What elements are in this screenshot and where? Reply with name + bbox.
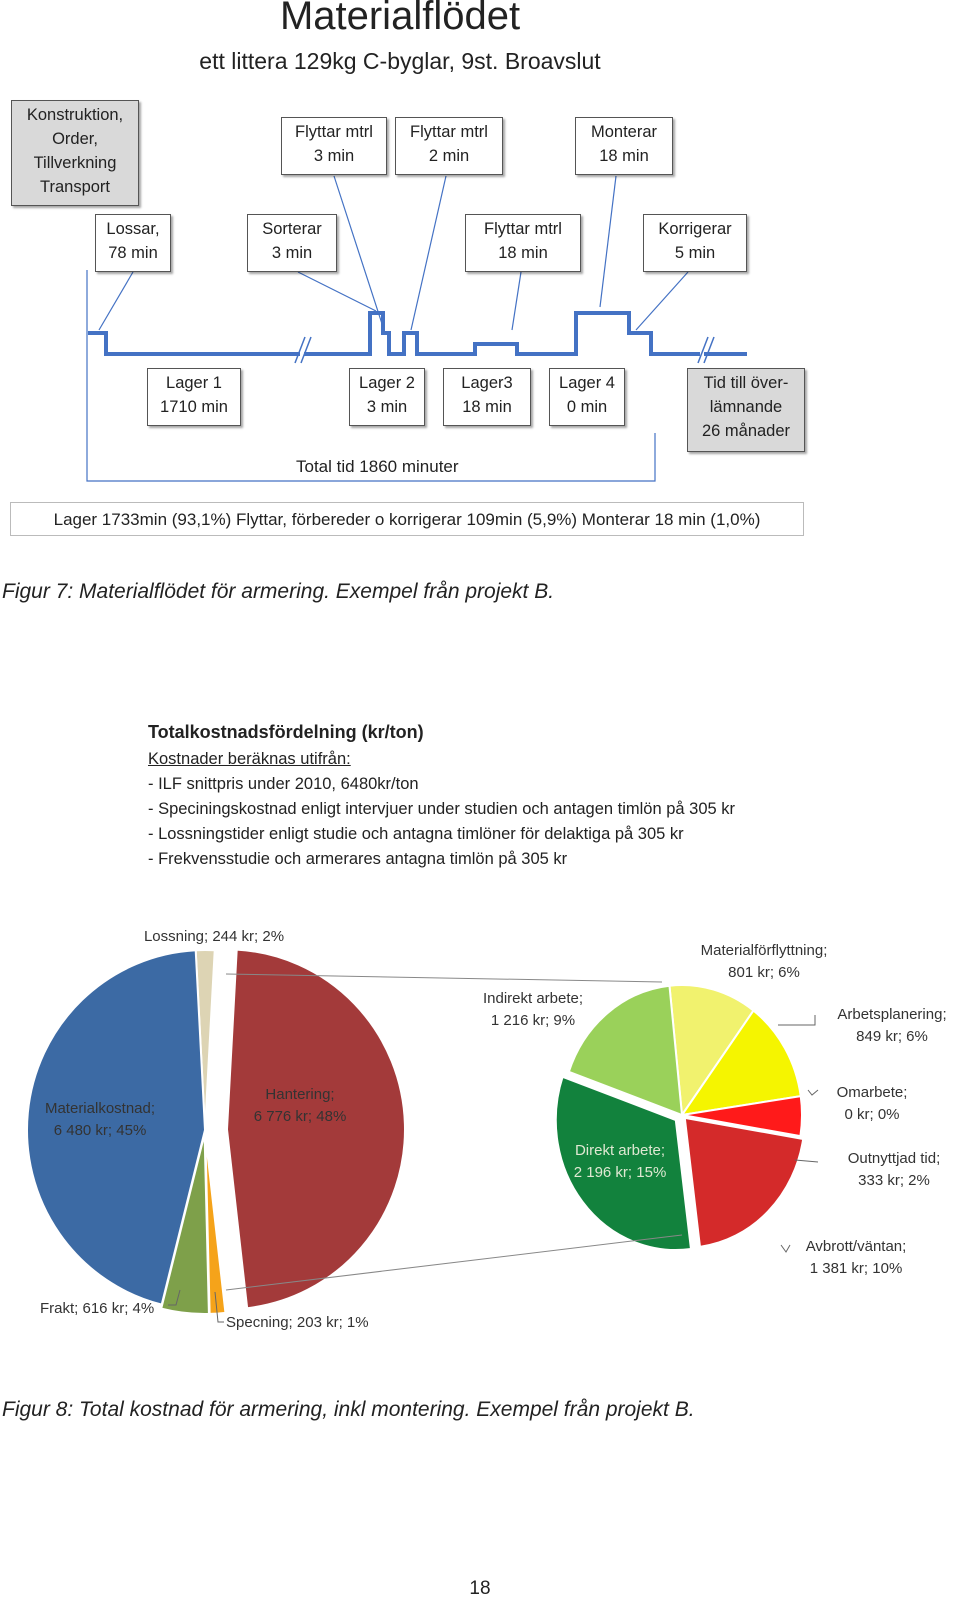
- pie-slice-main-1: [227, 950, 405, 1309]
- pointer-line: [512, 272, 521, 330]
- cost-bullet: - Lossningstider enligt studie och antagna timlöner för delaktiga på 305 kr: [148, 825, 684, 843]
- sorterar-box: Sorterar 3 min: [247, 214, 337, 272]
- cost-bullet: - Frekvensstudie och armerares antagna timlön på 305 kr: [148, 850, 568, 868]
- outnyttjad-tid-label: Outnyttjad tid; 333 kr; 2%: [847, 1150, 941, 1189]
- arbetsplanering-label: Arbetsplanering; 849 kr; 6%: [837, 1006, 947, 1045]
- timeline: [304, 313, 700, 354]
- materialkostnad-label: Materialkostnad; 6 480 kr; 45%: [44, 1100, 156, 1139]
- pointer-line: [636, 272, 688, 330]
- monterar-box: Monterar 18 min: [575, 117, 673, 175]
- pointer-line: [600, 176, 616, 307]
- break-mark: [704, 337, 714, 363]
- leader-line: [808, 1090, 818, 1095]
- avbrott-vantan-label: Avbrott/väntan; 1 381 kr; 10%: [805, 1238, 907, 1277]
- pie-slice-detail-4: [685, 1118, 803, 1247]
- materialforflyttning-label: Materialförflyttning; 801 kr; 6%: [700, 942, 828, 981]
- lager3-box: Lager3 18 min: [443, 368, 531, 426]
- page-number: 18: [469, 1578, 491, 1599]
- figure-7-caption: Figur 7: Materialflödet för armering. Exempel från projekt B.: [2, 580, 555, 603]
- lager4-box: Lager 4 0 min: [549, 368, 625, 426]
- specning-label: Specning; 203 kr; 1%: [226, 1314, 369, 1331]
- leader-line: [781, 1245, 790, 1252]
- leader-line: [778, 1015, 815, 1025]
- break-mark: [698, 337, 708, 363]
- lossar-box: Lossar, 78 min: [95, 214, 171, 272]
- cost-title: Totalkostnadsfördelning (kr/ton): [148, 722, 424, 742]
- tid-till-overlamnande-box: Tid till över- lämnande 26 månader: [687, 368, 805, 452]
- pointer-line: [411, 176, 446, 330]
- break-mark: [295, 337, 305, 363]
- pointer-line: [334, 176, 384, 330]
- lager1-box: Lager 1 1710 min: [147, 368, 241, 426]
- omarbete-label: Omarbete; 0 kr; 0%: [836, 1084, 908, 1123]
- hantering-label: Hantering; 6 776 kr; 48%: [253, 1086, 347, 1125]
- frakt-label: Frakt; 616 kr; 4%: [40, 1300, 155, 1317]
- lossning-label: Lossning; 244 kr; 2%: [143, 928, 285, 945]
- flyttar-mtrl-box-3: Flyttar mtrl 18 min: [465, 214, 581, 272]
- flow-title: Materialflödet: [279, 0, 521, 38]
- time-summary: Lager 1733min (93,1%) Flyttar, förbereder o korrigerar 109min (5,9%) Monterar 18 min (1,0%): [10, 502, 804, 536]
- break-mark: [301, 337, 311, 363]
- flyttar-mtrl-box-1: Flyttar mtrl 3 min: [281, 117, 387, 175]
- direkt-arbete-label: Direkt arbete; 2 196 kr; 15%: [573, 1142, 667, 1181]
- indirekt-arbete-label: Indirekt arbete; 1 216 kr; 9%: [482, 990, 584, 1029]
- flow-subtitle: ett littera 129kg C-byglar, 9st. Broavslut: [199, 48, 601, 74]
- cost-bullet: - Speciningskostnad enligt intervjuer under studien och antagen timlön på 305 kr: [148, 800, 736, 818]
- konstruktion-box: Konstruktion, Order, Tillverkning Transport: [11, 100, 139, 206]
- figure-8-caption: Figur 8: Total kostnad för armering, inkl montering. Exempel från projekt B.: [2, 1398, 695, 1421]
- pointer-line: [99, 272, 133, 330]
- flyttar-mtrl-box-2: Flyttar mtrl 2 min: [395, 117, 503, 175]
- lager2-box: Lager 2 3 min: [349, 368, 425, 426]
- pointer-line: [298, 272, 376, 311]
- korrigerar-box: Korrigerar 5 min: [643, 214, 747, 272]
- timeline: [88, 333, 300, 354]
- total-time-label: Total tid 1860 minuter: [296, 457, 459, 476]
- cost-intro: Kostnader beräknas utifrån:: [148, 750, 351, 768]
- cost-bullet: - ILF snittpris under 2010, 6480kr/ton: [148, 775, 419, 793]
